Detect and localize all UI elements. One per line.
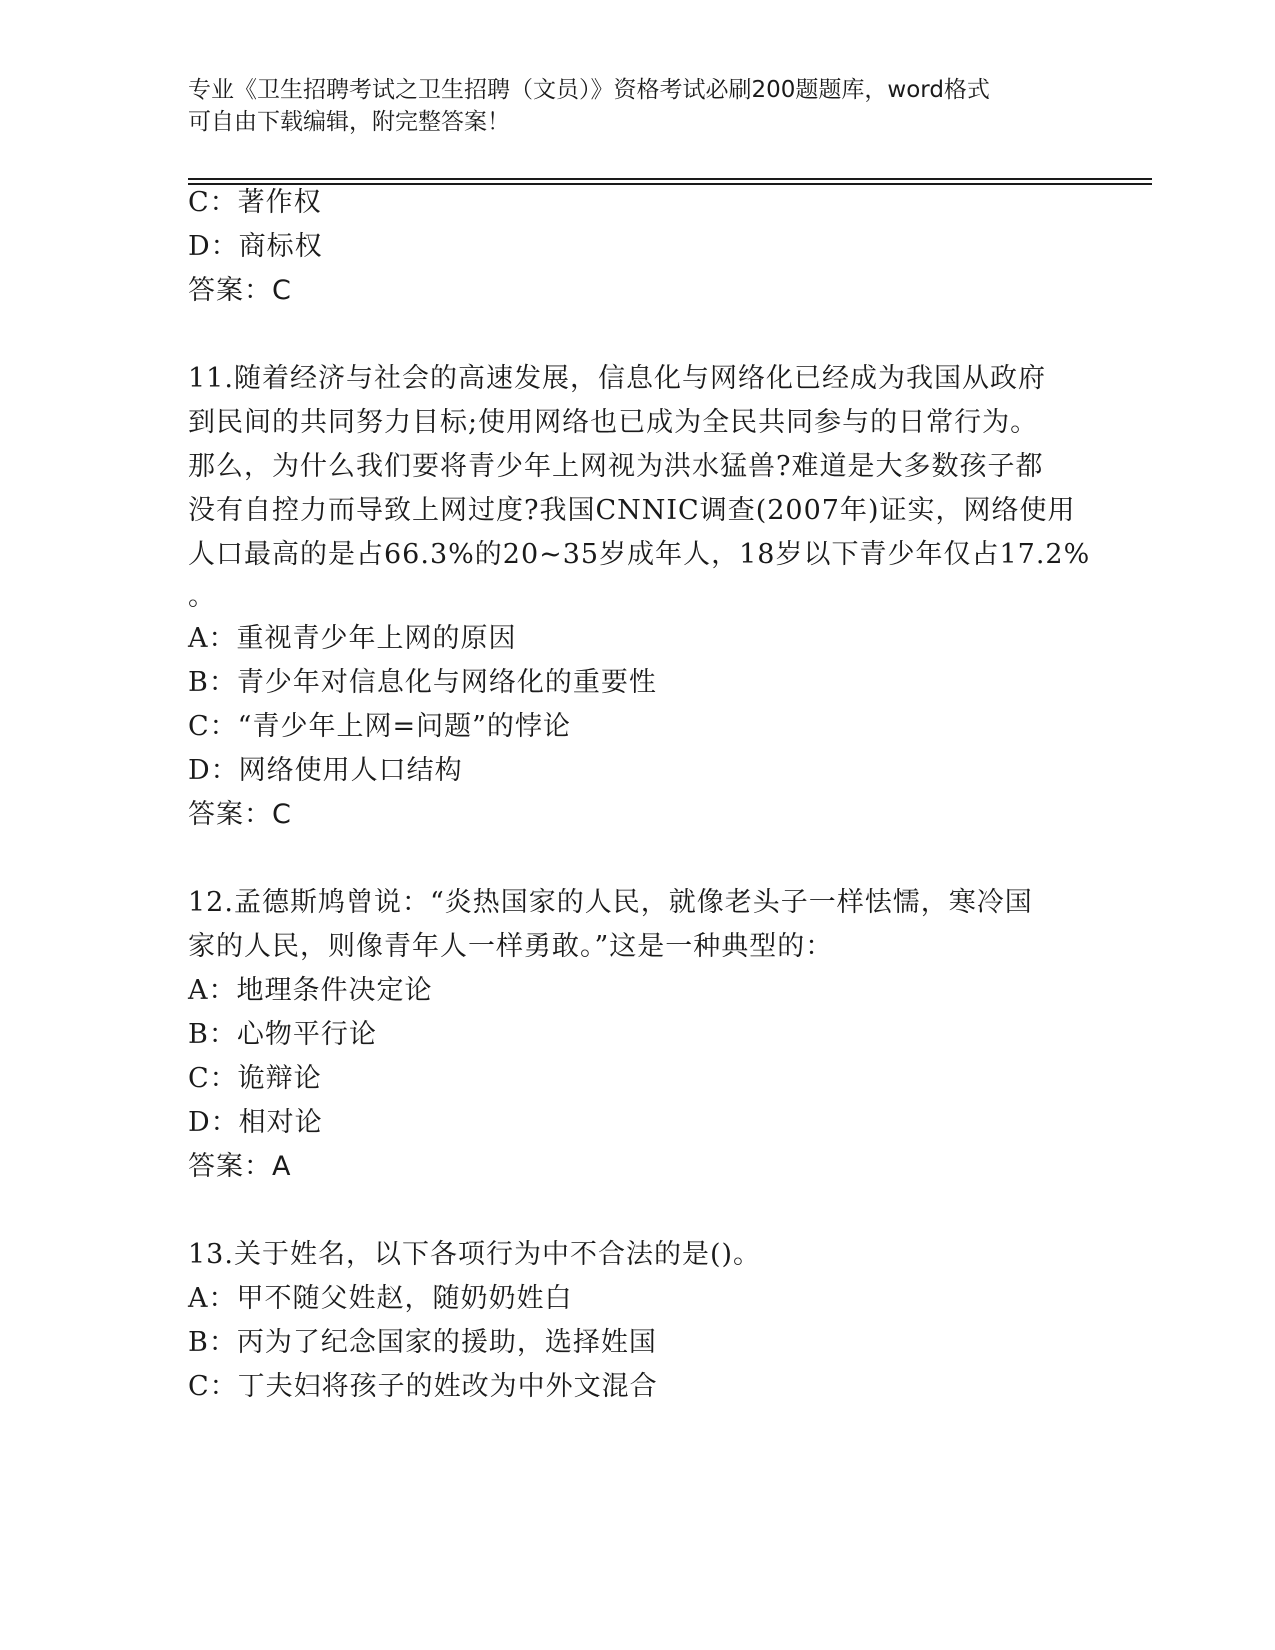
header-rule-bottom [188,183,1152,185]
q11-stem-line-2: 到民间的共同努力目标;使用网络也已成为全民共同参与的日常行为。 [188,407,1039,438]
header-line-2: 可自由下载编辑，附完整答案！ [188,109,510,135]
q11-answer: 答案：C [188,799,292,830]
q10-option-c: C：著作权 [188,187,322,218]
q11-stem-line-3: 那么，为什么我们要将青少年上网视为洪水猛兽?难道是大多数孩子都 [188,451,1044,482]
q11-option-a: A：重视青少年上网的原因 [188,623,517,654]
q13-option-c: C：丁夫妇将孩子的姓改为中外文混合 [188,1371,658,1402]
header-rule-top [188,178,1152,180]
q11-stem-line-5: 人口最高的是占66.3%的20~35岁成年人，18岁以下青少年仅占17.2% [188,539,1091,570]
q11-option-c: C：“青少年上网=问题”的悖论 [188,711,571,742]
q13-stem-line-1: 13.关于姓名，以下各项行为中不合法的是()。 [188,1239,762,1270]
q11-stem-line-6: 。 [188,581,216,612]
q12-option-d: D：相对论 [188,1107,323,1138]
q13-option-a: A：甲不随父姓赵，随奶奶姓白 [188,1283,573,1314]
q13-option-b: B：丙为了纪念国家的援助，选择姓国 [188,1327,657,1358]
q10-answer: 答案：C [188,275,292,306]
q12-option-c: C：诡辩论 [188,1063,322,1094]
q12-answer: 答案：A [188,1151,292,1182]
header-line-1: 专业《卫生招聘考试之卫生招聘（文员）》资格考试必刷200题题库，word格式 [188,77,990,103]
q11-stem-line-4: 没有自控力而导致上网过度?我国CNNIC调查(2007年)证实，网络使用 [188,495,1076,526]
q12-option-b: B：心物平行论 [188,1019,377,1050]
q12-stem-line-1: 12.孟德斯鸠曾说：“炎热国家的人民，就像老头子一样怯懦，寒冷国 [188,887,1033,918]
q11-option-d: D：网络使用人口结构 [188,755,463,786]
document-header [188,74,1068,138]
q12-option-a: A：地理条件决定论 [188,975,433,1006]
q11-stem-line-1: 11.随着经济与社会的高速发展，信息化与网络化已经成为我国从政府 [188,363,1046,394]
q11-option-b: B：青少年对信息化与网络化的重要性 [188,667,657,698]
q10-option-d: D：商标权 [188,231,323,262]
q12-stem-line-2: 家的人民，则像青年人一样勇敢。”这是一种典型的： [188,931,834,962]
